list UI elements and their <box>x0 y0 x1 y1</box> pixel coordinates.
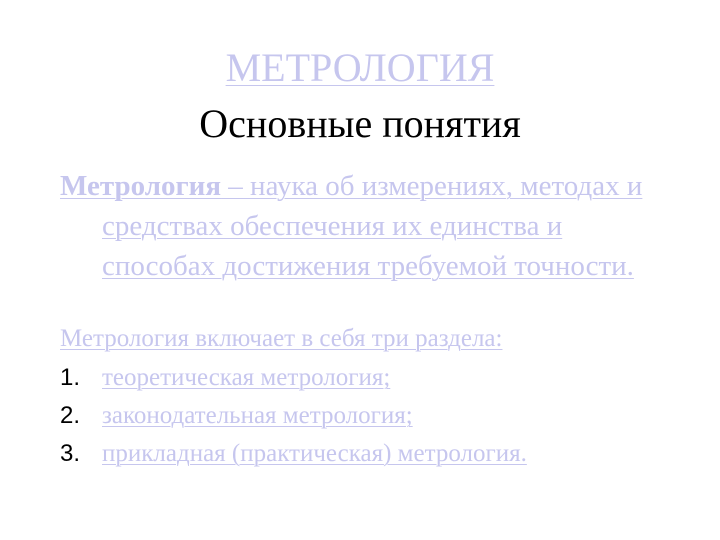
slide-title[interactable]: МЕТРОЛОГИЯ <box>225 45 495 90</box>
list-item <box>60 361 527 399</box>
list-item-number: 3. <box>60 440 81 467</box>
list-item-number: 1. <box>60 364 81 391</box>
list-item <box>60 437 527 475</box>
definition-text[interactable]: – наука об измерениях, методах и средствах обеспечения их единства и способах достижения требуемой точности. <box>102 170 643 282</box>
list-item-link[interactable]: прикладная (практическая) метрология. <box>102 440 527 467</box>
list-item-link[interactable]: теоретическая метрология; <box>102 364 391 391</box>
sections-intro[interactable]: Метрология включает в себя три раздела: <box>60 325 503 352</box>
definition-paragraph[interactable] <box>60 166 662 286</box>
list-item-number: 2. <box>60 402 81 429</box>
slide-subtitle: Основные понятия <box>199 101 521 146</box>
list-item <box>60 399 527 437</box>
list-item-link[interactable]: законодательная метрология; <box>102 402 413 429</box>
sections-list <box>60 361 527 475</box>
definition-term[interactable]: Метрология <box>60 170 222 202</box>
